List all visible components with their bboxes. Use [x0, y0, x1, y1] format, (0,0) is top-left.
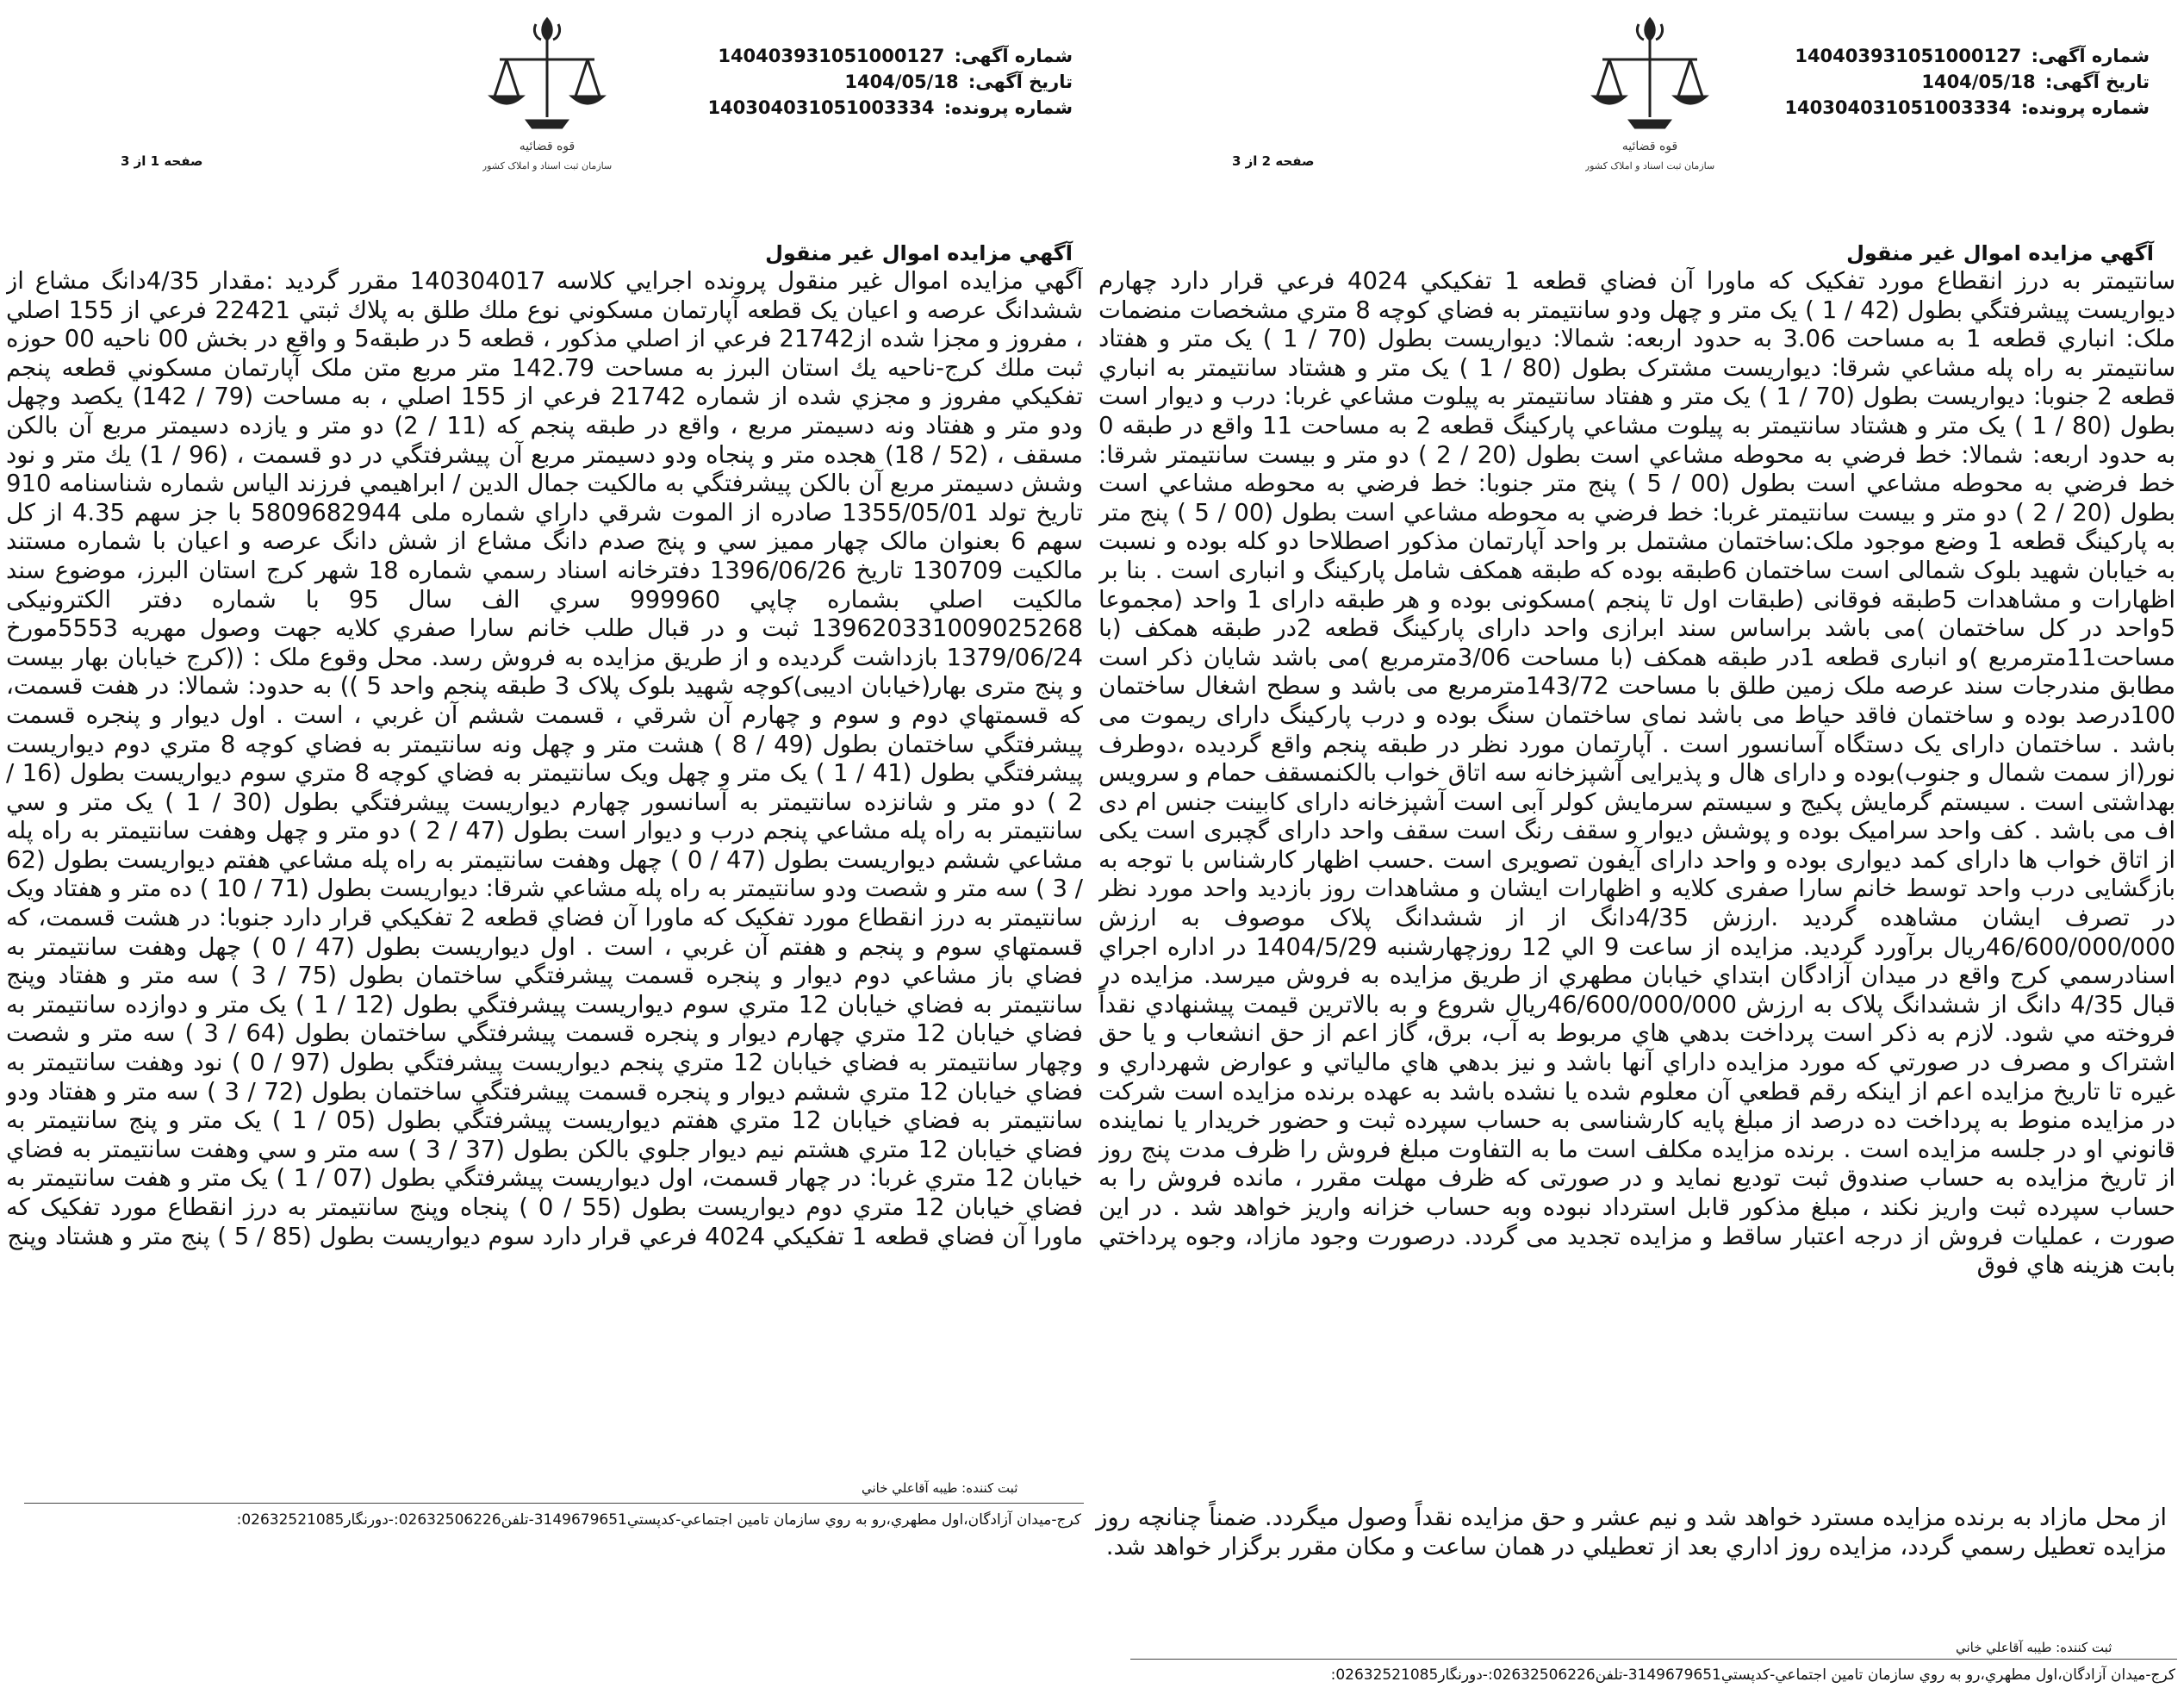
ad-date-row [1784, 69, 2150, 95]
file-number-value: 140304031051003334 [1784, 97, 2012, 118]
scales-of-justice-icon [1585, 12, 1714, 176]
notice-title: آگهي مزايده اموال غير منقول [765, 241, 1073, 265]
notice-page-1 [0, 0, 1090, 1688]
emblem-caption-bottom: سازمان ثبت اسناد و املاک کشور [1585, 160, 1714, 171]
ad-number-label: شماره آگهی: [954, 46, 1073, 66]
ad-date-value: 1404/05/18 [844, 72, 959, 92]
file-number-label: شماره پرونده: [2020, 97, 2150, 118]
office-address-footer: كرج-ميدان آزادگان،اول مطهري،رو به روي سازمان تامين اجتماعي-كدپستي3149679651-تلفن02632506226:-دورنگار02632521085: [236, 1511, 1081, 1529]
footer-divider [1130, 1659, 2177, 1660]
notice-body-text: سانتيمتر به درز انقطاع مورد تفكيک كه ماورا آن فضاي قطعه 1 تفكيكي 4024 فرعي قرار دارد چهارم ديواريست پيشرفتگي بطول (42 / 1 ) يک متر و چهل ودو سانتيمتر به فضاي كوچه 8 متري مشخصات منضمات ملک: انباري قطعه 1 به مساحت 3.06 به حدود اربعه: شمالا: ديواريست بطول (70 / 1 ) يک متر و هفتاد سانتيمتر به راه پله مشاعي شرقا: ديواريست مشترک بطول (80 / 1 ) يک متر و هشتاد سانتيمتر به انباري قطعه 2 جنوبا: ديواريست بطول (70 / 1 ) يک متر و هفتاد سانتيمتر به پيلوت مشاعي غربا: درب و ديوار است بطول (80 / 1 ) يک متر و هشتاد سانتيمتر به پيلوت مشاعي پاركينگ قطعه 2 به مساحت 11 واقع در طبقه 0 به حدود اربعه: شمالا: خط فرضي به محوطه مشاعي است بطول (20 / 2 ) دو متر و بيست سانتيمتر شرقا: خط فرضي به محوطه مشاعي است بطول (00 / 5 ) پنج متر جنوبا: خط فرضي به محوطه مشاعي است بطول (20 / 2 ) دو متر و بيست سانتيمتر غربا: خط فرضي به محوطه مشاعي است بطول (00 / 5 ) پنج متر به پاركينگ قطعه 1 وضع موجود ملک:ساختمان مشتمل بر واحد آپارتمان مذكور اصطلاحا دو كله بوده و نسبت به خيابان شهيد بلوک شمالی است ساختمان 6طبقه بوده كه طبقه همكف شامل پاركينگ و انباری است . بنا بر اظهارات و مشاهدات 5طبقه فوقانی (طبقات اول تا پنجم )مسكونی بوده و هر طبقه دارای 1 واحد (مجموعا 5واحد در كل ساختمان )می باشد براساس سند ابرازی واحد دارای پاركينگ قطعه 2در طبقه همكف (با مساحت11مترمربع )و انباری قطعه 1در طبقه همكف (با مساحت 3/06مترمربع )می باشد شايان ذكر است مطابق مندرجات سند عرصه ملک زمين طلق با مساحت 143/72مترمربع می باشد و سطح اشغال ساختمان 100درصد بوده و ساختمان فاقد حياط می باشد نمای ساختمان سنگ بوده و درب پاركينگ دارای ريموت می باشد . ساختمان دارای يک دستگاه آسانسور است . آپارتمان مورد نظر در طبقه پنجم واقع گرديده ،دوطرف نور(از سمت شمال و جنوب)بوده و دارای هال و پذيرايی آشپزخانه سه اتاق خواب بالكنمسقف حمام و سرويس بهداشتی است . سيستم گرمايش پكيج و سيستم سرمايش كولر آبی است آشپزخانه دارای كابينت جنس ام دی اف می باشد . كف واحد سراميک بوده و پوشش ديوار و سقف رنگ است سقف واحد دارای گچبری است يكی از اتاق خواب ها دارای كمد ديواری بوده و واحد دارای آيفون تصويری است .حسب اظهار كارشناس با توجه به بازگشايی درب واحد توسط خانم سارا صفری كلايه و اظهارات ايشان و مشاهدات روز بازديد واحد مورد نظر در تصرف ايشان مشاهده گرديد .ارزش 4/35دانگ از از ششدانگ پلاک موصوف به ارزش 46/600/000/000ريال برآورد گرديد. مزايده از ساعت 9 الي 12 روزچهارشنبه 1404/5/29 در اداره اجراي اسنادرسمي كرج واقع در ميدان آزادگان ابتداي خيابان مطهري از طريق مزايده به فروش ميرسد. مزايده در قبال 4/35 دانگ از ششدانگ پلاک به ارزش 46/600/000/000ريال شروع و به بالاترين قيمت پيشنهادي نقداً فروخته مي شود. لازم به ذكر است پرداخت بدهي هاي مربوط به آب، برق، گاز اعم از حق انشعاب و يا حق اشتراک و مصرف در صورتي كه مورد مزايده داراي آنها باشد و نيز بدهي هاي مالياتي و عوارض شهرداري و غيره تا تاريخ مزايده اعم از اينكه رقم قطعي آن معلوم شده يا نشده باشد به عهده برنده مزايده است شركت در مزايده منوط به پرداخت ده درصد از مبلغ پايه كارشناسی به حساب سپرده ثبت و حضور خريدار يا نماينده قانوني او در جلسه مزايده است . برنده مزايده مكلف است ما به التفاوت مبلغ فروش را ظرف مدت پنج روز از تاريخ مزايده به حساب صندوق ثبت توديع نمايد و در صورتی كه ظرف مهلت مقرر ، مانده فروش را به حساب سپرده ثبت واريز نكند ، مبلغ مذكور قابل استرداد نبوده وبه حساب خزانه واريز خواهد شد . در اين صورت ، عمليات فروش از درجه اعتبار ساقط و مزايده تجديد می گردد. درصورت وجود مازاد، وجوه پرداختي بابت هزينه هاي فوق [1098, 267, 2175, 1280]
ad-date-label: تاریخ آگهی: [2044, 72, 2150, 92]
emblem-caption-top: قوه قضائیه [1621, 140, 1678, 153]
file-number-row [707, 95, 1073, 121]
notice-title: آگهي مزايده اموال غير منقول [1846, 241, 2154, 265]
notice-meta [1784, 43, 2150, 121]
ad-number-label: شماره آگهی: [2031, 46, 2150, 66]
notice-page-2 [1094, 0, 2184, 1688]
emblem-caption-top: قوه قضائیه [519, 140, 576, 153]
office-address-footer: كرج-ميدان آزادگان،اول مطهري،رو به روي سازمان تامين اجتماعي-كدپستي3149679651-تلفن02632506226:-دورنگار02632521085: [1330, 1666, 2175, 1684]
registrar-name: ثبت كننده: طيبه آقاعلي خاني [1956, 1640, 2112, 1655]
ad-number-row [707, 43, 1073, 69]
file-number-value: 140304031051003334 [707, 97, 935, 118]
file-number-row [1784, 95, 2150, 121]
ad-date-row [707, 69, 1073, 95]
file-number-label: شماره پرونده: [943, 97, 1073, 118]
ad-number-row [1784, 43, 2150, 69]
registrar-name: ثبت كننده: طيبه آقاعلي خاني [862, 1480, 1018, 1496]
judiciary-emblem-icon [1585, 12, 1714, 176]
notice-meta [707, 43, 1073, 121]
ad-date-value: 1404/05/18 [1921, 72, 2036, 92]
judiciary-emblem-icon [482, 12, 612, 176]
ad-date-label: تاریخ آگهی: [968, 72, 1073, 92]
ad-number-value: 140403931051000127 [1795, 46, 2022, 66]
footer-divider [24, 1503, 1084, 1504]
page-number: صفحه 2 از 3 [1232, 153, 1315, 169]
emblem-caption-bottom: سازمان ثبت اسناد و املاک کشور [482, 160, 612, 171]
notice-closing-text: از محل مازاد به برنده مزايده مسترد خواهد شد و نيم عشر و حق مزايده نقداً وصول ميگردد. ضمناً چنانچه روز مزايده تعطيل رسمي گردد، مزايده روز اداري بعد از تعطيلي در همان ساعت و مكان مقرر برگزار خواهد شد. [1096, 1504, 2167, 1560]
scales-of-justice-icon [482, 12, 612, 176]
notice-body-text: آگهي مزايده اموال غير منقول پرونده اجرايي كلاسه 140304017 مقرر گرديد :مقدار 4/35دانگ مشاع از ششدانگ عرصه و اعيان يک قطعه آپارتمان مسكوني نوع ملك طلق به پلاك ثبتي 22421 فرعي از 155 اصلي ، مفروز و مجزا شده از21742 فرعي از اصلي مذكور ، قطعه 5 در طبقه5 و واقع در بخش 00 ناحيه 00 حوزه ثبت ملك كرج-ناحيه يك استان البرز به مساحت 142.79 متر مربع متن ملک آپارتمان مسكوني قطعه پنجم تفكيكي مفروز و مجزي شده از شماره 21742 فرعي از 155 اصلي ، به مساحت (79 / 142) يكصد وچهل ودو متر و هفتاد ونه دسيمتر مربع ، واقع در طبقه پنجم كه (11 / 2) دو متر و يازده دسيمتر مربع آن بالكن مسقف ، (52 / 18) هجده متر و پنجاه ودو دسيمتر مربع آن پيشرفتگي در دو قسمت ، (96 / 1) يك متر و نود وشش دسيمتر مربع آن بالكن پيشرفتگي به مالكيت جمال الدين / ابراهيمي فرزند الياس شماره شناسنامه 910 تاريخ تولد 1355/05/01 صادره از الموت شرقي داراي شماره ملی 5809682944 با جز سهم 4.35 از كل سهم 6 بعنوان مالک چهار مميز سي و پنج صدم دانگ مشاع از شش دانگ عرصه و اعيان با شماره مستند مالكيت 130709 تاريخ 1396/06/26 دفترخانه اسناد رسمي شماره 18 شهر كرج استان البرز، موضوع سند مالكيت اصلي بشماره چاپي 999960 سري الف سال 95 با شماره دفتر الكترونيكی 139620331009025268 ثبت و در قبال طلب خانم سارا صفري كلايه جهت وصول مهريه 5553مورخ 1379/06/24 بازداشت گرديده و از طريق مزايده به فروش رسد. محل وقوع ملک : ((كرج خيابان بهار بيست و پنج متری بهار(خيابان اديبی)كوچه شهيد بلوک پلاک 3 طبقه پنجم واحد 5 )) به حدود: شمالا: در هفت قسمت، كه قسمتهاي دوم و سوم و چهارم آن شرقي ، قسمت ششم آن غربي ، است . اول ديوار و پنجره قسمت پيشرفتگي ساختمان بطول (49 / 8 ) هشت متر و چهل ونه سانتيمتر به فضاي كوچه 8 متري دوم ديواريست پيشرفتگي بطول (41 / 1 ) يک متر و چهل ويک سانتيمتر به فضاي كوچه 8 متري سوم ديواريست بطول (16 / 2 ) دو متر و شانزده سانتيمتر به آسانسور چهارم ديواريست پيشرفتگي بطول (30 / 1 ) يک متر و سي سانتيمتر به راه پله مشاعي پنجم درب و ديوار است بطول (47 / 2 ) دو متر و چهل وهفت سانتيمتر به راه پله مشاعي ششم ديواريست بطول (47 / 0 ) چهل وهفت سانتيمتر به راه پله مشاعي هفتم ديواريست بطول (62 / 3 ) سه متر و شصت ودو سانتيمتر به راه پله مشاعي شرقا: ديواريست بطول (71 / 10 ) ده متر و هفتاد ويک سانتيمتر به درز انقطاع مورد تفكيک كه ماورا آن فضاي قطعه 2 تفكيكي قرار دارد جنوبا: در هشت قسمت، كه قسمتهاي سوم و پنجم و هفتم آن غربي ، است . اول ديواريست بطول (47 / 0 ) چهل وهفت سانتيمتر به فضاي باز مشاعي دوم ديوار و پنجره قسمت پيشرفتگي ساختمان بطول (75 / 3 ) سه متر و هفتاد وپنج سانتيمتر به فضاي خيابان 12 متري سوم ديواريست پيشرفتگي بطول (12 / 1 ) يک متر و دوازده سانتيمتر به فضاي خيابان 12 متري چهارم ديوار و پنجره قسمت پيشرفتگي ساختمان بطول (64 / 3 ) سه متر و شصت وچهار سانتيمتر به فضاي خيابان 12 متري پنجم ديواريست پيشرفتگي بطول (97 / 0 ) نود وهفت سانتيمتر به فضاي خيابان 12 متري ششم ديوار و پنجره قسمت پيشرفتگي ساختمان بطول (72 / 3 ) سه متر و هفتاد ودو سانتيمتر به فضاي خيابان 12 متري هفتم ديواريست پيشرفتگي بطول (05 / 1 ) يک متر و پنج سانتيمتر به فضاي خيابان 12 متري هشتم نيم ديوار جلوي بالكن بطول (37 / 3 ) سه متر و سي وهفت سانتيمتر به فضاي خيابان 12 متري غربا: در چهار قسمت، اول ديواريست پيشرفتگي بطول (07 / 1 ) يک متر و هفت سانتيمتر به فضاي خيابان 12 متري دوم ديواريست بطول (55 / 0 ) پنجاه وپنج سانتيمتر به درز انقطاع مورد تفكيک كه ماورا آن فضاي قطعه 1 تفكيكي 4024 فرعي قرار دارد سوم ديواريست بطول (85 / 5 ) پنج متر و هشتاد وپنج [6, 267, 1083, 1250]
page-number: صفحه 1 از 3 [121, 153, 203, 169]
ad-number-value: 140403931051000127 [718, 46, 945, 66]
